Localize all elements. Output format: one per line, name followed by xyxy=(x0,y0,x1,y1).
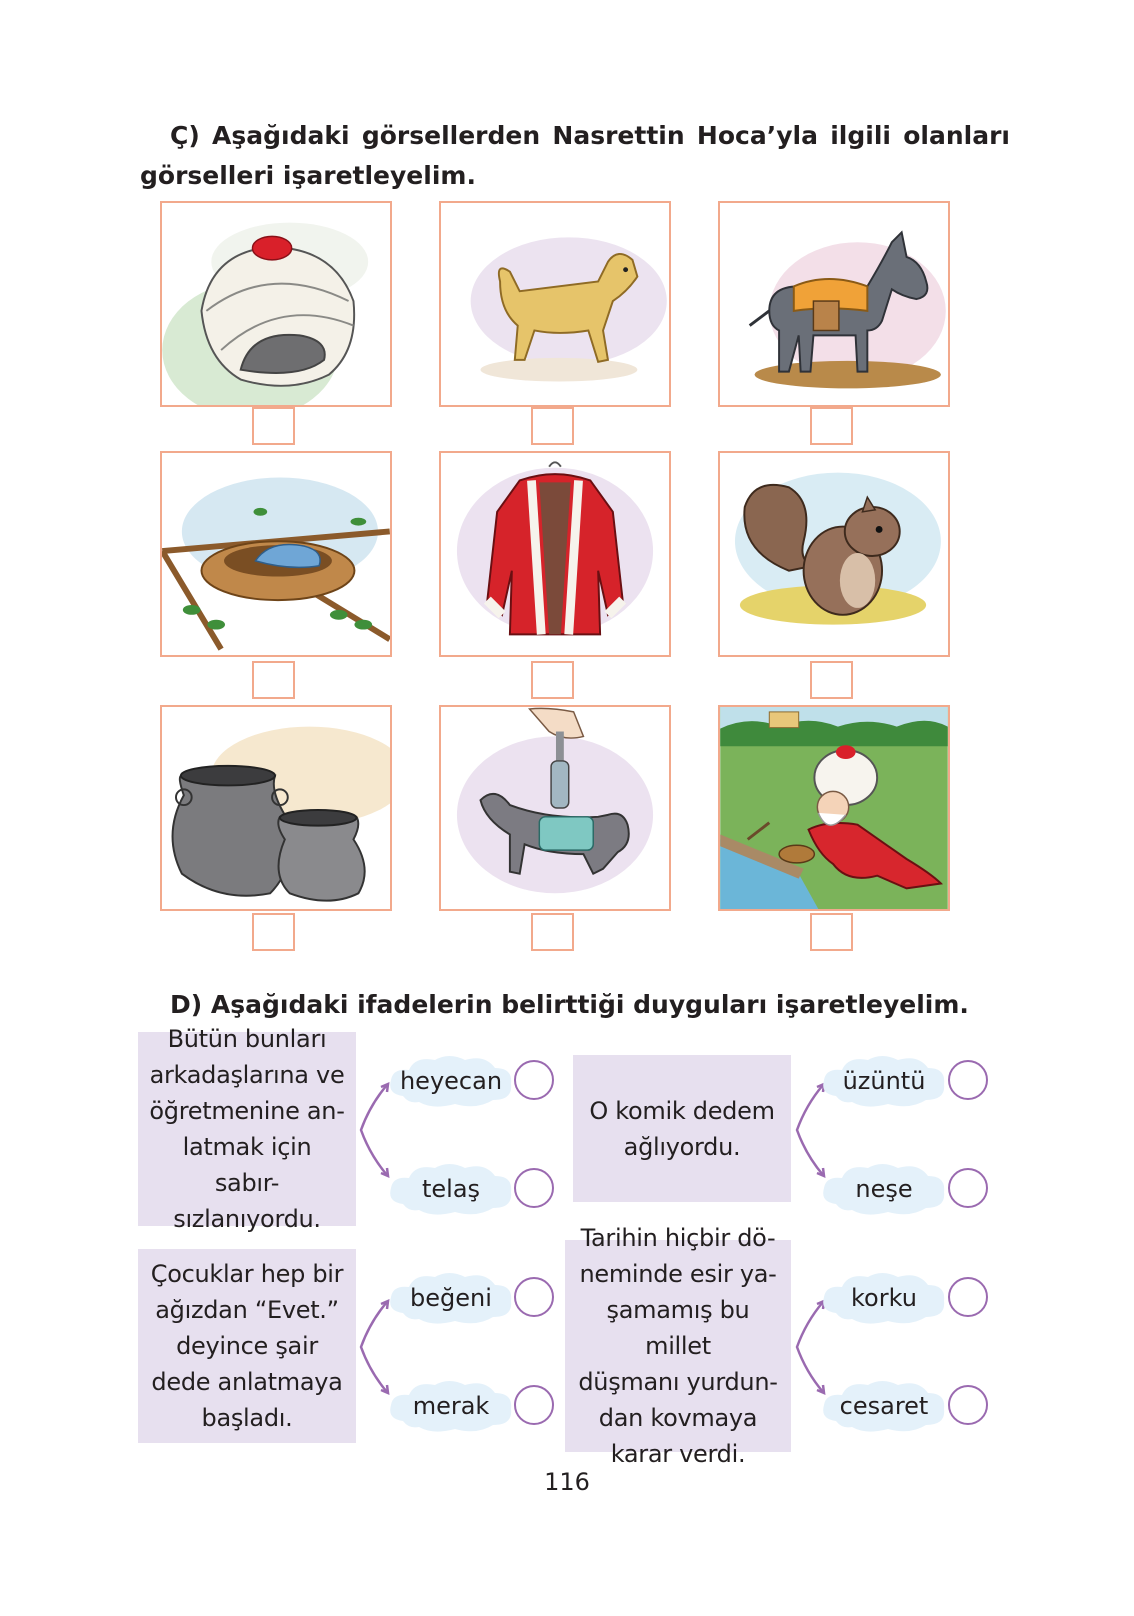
checkbox-donkey[interactable] xyxy=(810,407,853,445)
image-turban xyxy=(160,201,392,407)
statement-2: O komik dedem ağlıyordu. xyxy=(573,1055,791,1202)
option-begeni xyxy=(385,1267,517,1329)
option-label: neşe xyxy=(855,1175,913,1203)
checkbox-turban[interactable] xyxy=(252,407,295,445)
bird-nest-icon xyxy=(162,453,390,655)
option-label: heyecan xyxy=(399,1067,503,1095)
option-label: telaş xyxy=(421,1175,481,1203)
checkbox-bird-nest[interactable] xyxy=(252,661,295,699)
checkbox-nasreddin-hoca-lake[interactable] xyxy=(810,913,853,951)
circle-uzuntu[interactable] xyxy=(948,1060,988,1100)
fur-coat-icon xyxy=(441,453,669,655)
image-bird-nest xyxy=(160,451,392,657)
option-label: cesaret xyxy=(839,1392,929,1420)
cauldrons-icon xyxy=(162,707,390,909)
option-heyecan xyxy=(385,1050,517,1112)
squirrel-icon xyxy=(720,453,948,655)
option-korku xyxy=(818,1267,950,1329)
checkbox-cat-on-scale[interactable] xyxy=(531,913,574,951)
image-dog xyxy=(439,201,671,407)
circle-korku[interactable] xyxy=(948,1277,988,1317)
option-telas xyxy=(385,1158,517,1220)
checkbox-cauldrons[interactable] xyxy=(252,913,295,951)
checkbox-fur-coat[interactable] xyxy=(531,661,574,699)
option-uzuntu xyxy=(818,1050,950,1112)
statement-3: Çocuklar hep bir ağızdan “Evet.” deyince şair dede anlatmaya başladı. xyxy=(138,1249,356,1443)
statement-4: Tarihin hiçbir dö- neminde esir ya- şamamış bu millet düşmanı yurdun- dan kovmaya karar verdi. xyxy=(565,1240,791,1452)
donkey-icon xyxy=(720,203,948,405)
image-squirrel xyxy=(718,451,950,657)
option-merak xyxy=(385,1375,517,1437)
turban-icon xyxy=(162,203,390,405)
statement-1: Bütün bunları arkadaşlarına ve öğretmenine an- latmak için sabır- sızlanıyordu. xyxy=(138,1032,356,1226)
option-label: merak xyxy=(412,1392,490,1420)
option-cesaret xyxy=(818,1375,950,1437)
image-donkey xyxy=(718,201,950,407)
dog-icon xyxy=(441,203,669,405)
circle-telas[interactable] xyxy=(514,1168,554,1208)
image-nasreddin-hoca-lake xyxy=(718,705,950,911)
section-c-title: Ç) Aşağıdaki görsellerden Nasrettin Hoca’yla ilgili olanları görselleri işaretleyelim. xyxy=(140,121,1010,190)
image-cauldrons xyxy=(160,705,392,911)
option-label: beğeni xyxy=(410,1284,492,1312)
checkbox-squirrel[interactable] xyxy=(810,661,853,699)
option-label: üzüntü xyxy=(842,1067,926,1095)
page-number: 116 xyxy=(544,1468,590,1496)
image-fur-coat xyxy=(439,451,671,657)
nasreddin-hoca-lake-icon xyxy=(720,707,948,909)
cat-on-scale-icon xyxy=(441,707,669,909)
image-cat-on-scale xyxy=(439,705,671,911)
circle-cesaret[interactable] xyxy=(948,1385,988,1425)
circle-heyecan[interactable] xyxy=(514,1060,554,1100)
circle-nese[interactable] xyxy=(948,1168,988,1208)
circle-merak[interactable] xyxy=(514,1385,554,1425)
option-label: korku xyxy=(851,1284,917,1312)
circle-begeni[interactable] xyxy=(514,1277,554,1317)
section-d-title: D) Aşağıdaki ifadelerin belirttiği duyguları işaretleyelim. xyxy=(170,990,969,1019)
checkbox-dog[interactable] xyxy=(531,407,574,445)
option-nese xyxy=(818,1158,950,1220)
